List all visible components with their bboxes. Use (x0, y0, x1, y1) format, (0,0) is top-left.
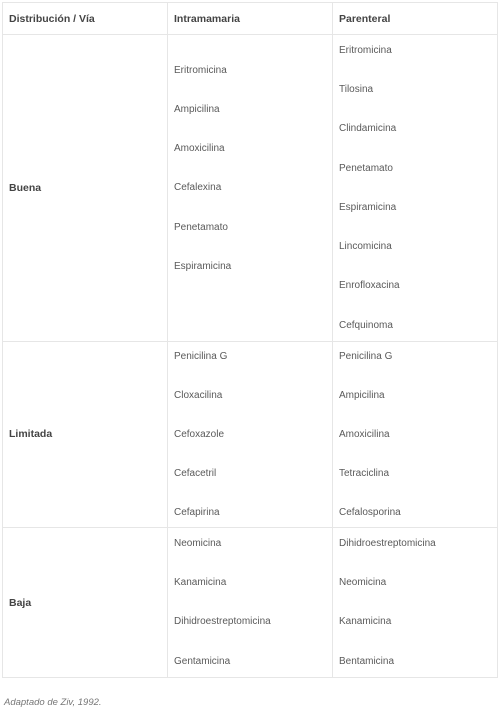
drug-name: Clindamicina (339, 123, 397, 134)
drug-name: Kanamicina (339, 616, 392, 627)
drug-name: Enrofloxacina (339, 280, 400, 291)
drug-name: Amoxicilina (174, 143, 225, 154)
row-label-cell (3, 528, 168, 677)
intramamaria-cell (168, 528, 333, 677)
header-parenteral: Parenteral (339, 13, 391, 25)
intramamaria-cell (168, 35, 333, 341)
drug-name: Cefalexina (174, 182, 222, 193)
drug-name: Dihidroestreptomicina (174, 616, 271, 627)
header-cell-parenteral (333, 3, 497, 34)
table-row-buena (3, 35, 497, 342)
drug-name: Penetamato (339, 163, 393, 174)
antibiotic-distribution-table (2, 2, 498, 678)
table-row-baja (3, 528, 497, 677)
drug-name: Dihidroestreptomicina (339, 538, 436, 549)
drug-name: Penicilina G (174, 351, 228, 362)
drug-name: Eritromicina (339, 45, 392, 56)
drug-name: Amoxicilina (339, 429, 390, 440)
drug-name: Espiramicina (174, 261, 232, 272)
drug-name: Neomicina (339, 577, 387, 588)
drug-name: Tilosina (339, 84, 374, 95)
parenteral-cell (333, 342, 497, 527)
header-intramamaria: Intramamaria (174, 13, 240, 25)
source-caption: Adaptado de Ziv, 1992. (4, 697, 102, 708)
drug-name: Ampicilina (174, 104, 220, 115)
row-label-cell (3, 342, 168, 527)
row-label: Buena (9, 182, 42, 194)
parenteral-cell (333, 35, 497, 341)
drug-name: Cefquinoma (339, 320, 393, 331)
drug-name: Neomicina (174, 538, 222, 549)
drug-name: Eritromicina (174, 65, 227, 76)
row-label: Baja (9, 597, 32, 609)
drug-name: Cefoxazole (174, 429, 225, 440)
header-cell-intramamaria (168, 3, 333, 34)
intramamaria-cell (168, 342, 333, 527)
drug-name: Gentamicina (174, 656, 231, 667)
drug-name: Espiramicina (339, 202, 397, 213)
header-distribution: Distribución / Vía (9, 13, 95, 25)
drug-name: Cefapirina (174, 507, 220, 518)
drug-name: Ampicilina (339, 390, 385, 401)
drug-name: Kanamicina (174, 577, 227, 588)
parenteral-cell (333, 528, 497, 677)
drug-name: Cefalosporina (339, 507, 401, 518)
row-label-cell (3, 35, 168, 341)
header-cell-distribution (3, 3, 168, 34)
drug-name: Tetraciclina (339, 468, 390, 479)
drug-name: Penetamato (174, 222, 228, 233)
drug-name: Lincomicina (339, 241, 392, 252)
row-label: Limitada (9, 428, 53, 440)
drug-name: Cloxacilina (174, 390, 223, 401)
table-row-limitada (3, 342, 497, 528)
drug-name: Cefacetril (174, 468, 217, 479)
table-header-row (3, 3, 497, 35)
drug-name: Penicilina G (339, 351, 393, 362)
drug-name: Bentamicina (339, 656, 395, 667)
